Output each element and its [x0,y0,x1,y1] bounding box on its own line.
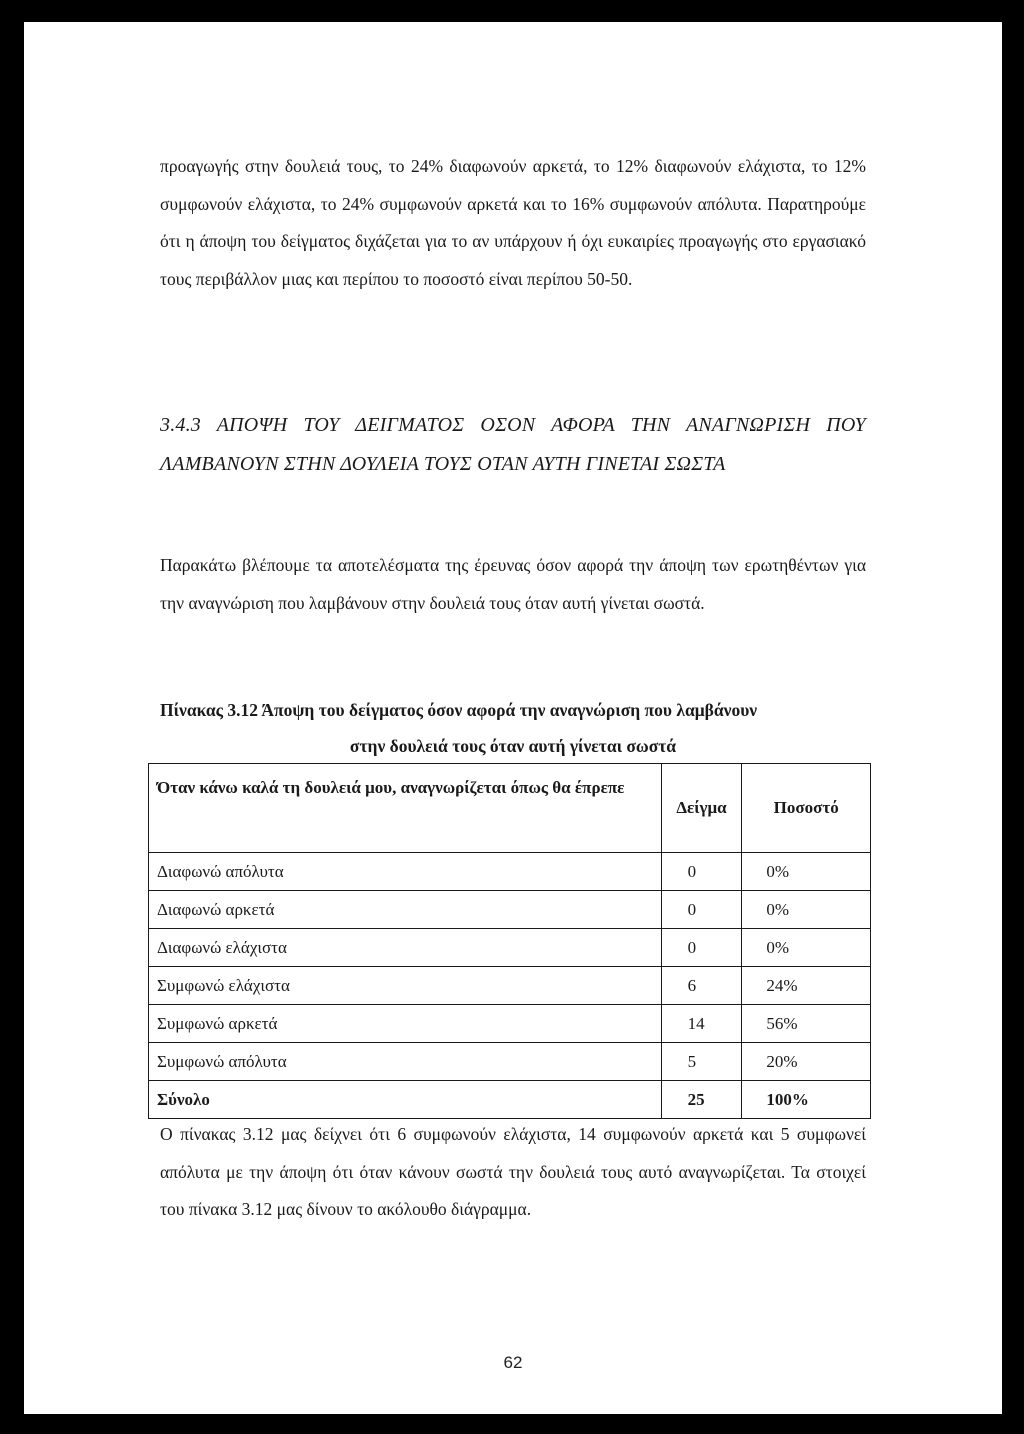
row-label-cell: Συμφωνώ ελάχιστα [149,967,662,1005]
row-percent-cell: 0% [742,853,871,891]
document-sheet [24,22,1002,1414]
row-percent-cell: 20% [742,1043,871,1081]
intro-paragraph: προαγωγής στην δουλειά τους, το 24% διαφωνούν αρκετά, το 12% διαφωνούν ελάχιστα, το 12% συμφωνούν ελάχιστα, το 24% συμφωνούν αρκετά και το 16% συμφωνούν απόλυτα. Παρατηρούμε ότι η άποψη του δείγματος διχάζεται για το αν υπάρχουν ή όχι ευκαιρίες προαγωγής στο εργασιακό τους περιβάλλον μιας και περίπου το ποσοστό είναι περίπου 50-50. [160,156,866,289]
table-row [149,1043,871,1081]
table-header-row [149,764,871,853]
total-sample-cell: 25 [661,1081,742,1119]
row-percent-cell: 24% [742,967,871,1005]
table-row [149,891,871,929]
table-row [149,929,871,967]
page-number: 62 [503,1353,523,1372]
row-percent-cell: 0% [742,891,871,929]
row-percent-cell: 56% [742,1005,871,1043]
table-caption [160,692,866,764]
table-row [149,1005,871,1043]
row-label-cell: Συμφωνώ απόλυτα [149,1043,662,1081]
row-percent-cell: 0% [742,929,871,967]
table-row [149,853,871,891]
header-sample-cell: Δείγμα [661,764,742,853]
recognition-table [148,763,871,1119]
section-paragraph: Παρακάτω βλέπουμε τα αποτελέσματα της έρευνας όσον αφορά την άποψη των ερωτηθέντων για την αναγνώριση που λαμβάνουν στην δουλειά τους όταν αυτή γίνεται σωστά. [160,555,866,613]
closing-paragraph: Ο πίνακας 3.12 μας δείχνει ότι 6 συμφωνούν ελάχιστα, 14 συμφωνούν αρκετά και 5 συμφωνεί απόλυτα με την άποψη ότι όταν κάνουν σωστά την δουλειά τους αυτό αναγνωρίζεται. Τα στοιχεί του πίνακα 3.12 μας δίνουν το ακόλουθο διάγραμμα. [160,1124,866,1219]
table-row [149,967,871,1005]
row-label-cell: Διαφωνώ αρκετά [149,891,662,929]
row-sample-cell: 6 [661,967,742,1005]
total-label-cell: Σύνολο [149,1081,662,1119]
table-caption-line-2: στην δουλειά τους όταν αυτή γίνεται σωστά [349,736,677,756]
row-sample-cell: 5 [661,1043,742,1081]
section-heading: 3.4.3 ΑΠΟΨΗ ΤΟΥ ΔΕΙΓΜΑΤΟΣ ΟΣΟΝ ΑΦΟΡΑ ΤΗΝ ΑΝΑΓΝΩΡΙΣΗ ΠΟΥ ΛΑΜΒΑΝΟΥΝ ΣΤΗΝ ΔΟΥΛΕΙΑ ΤΟΥΣ ΟΤΑΝ ΑΥΤΗ ΓΙΝΕΤΑΙ ΣΩΣΤΑ [160,414,866,475]
total-percent-cell: 100% [742,1081,871,1119]
row-sample-cell: 0 [661,853,742,891]
row-label-cell: Συμφωνώ αρκετά [149,1005,662,1043]
row-label-cell: Διαφωνώ ελάχιστα [149,929,662,967]
table-caption-line-1: Πίνακας 3.12 Άποψη του δείγματος όσον αφορά την αναγνώριση που λαμβάνουν [160,700,758,720]
header-percent-cell: Ποσοστό [742,764,871,853]
row-sample-cell: 0 [661,891,742,929]
row-sample-cell: 14 [661,1005,742,1043]
header-label-cell: Όταν κάνω καλά τη δουλειά μου, αναγνωρίζεται όπως θα έπρεπε [149,764,662,853]
row-label-cell: Διαφωνώ απόλυτα [149,853,662,891]
row-sample-cell: 0 [661,929,742,967]
table-total-row [149,1081,871,1119]
